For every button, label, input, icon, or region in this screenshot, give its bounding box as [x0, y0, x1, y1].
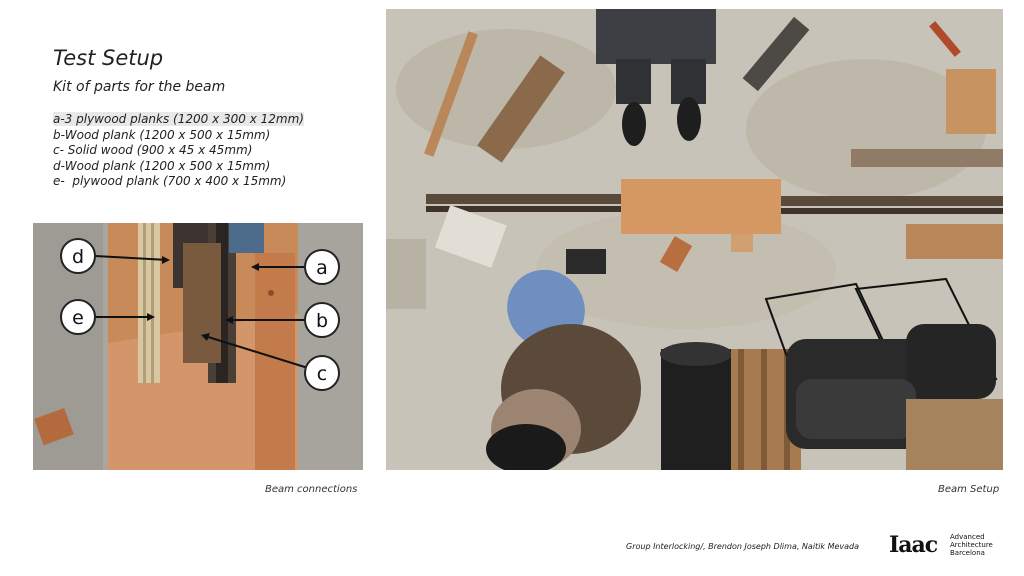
logo-mark: Iaac [889, 532, 938, 558]
part-item-d: d-Wood plank (1200 x 500 x 15mm) [53, 158, 271, 173]
svg-text:a: a [316, 257, 328, 279]
svg-text:c: c [316, 363, 328, 385]
part-item-c: c- Solid wood (900 x 45 x 45mm) [53, 143, 253, 157]
beam-connections-image [33, 223, 363, 470]
beam-setup-photo [386, 9, 1003, 470]
beam-setup-image [386, 9, 1003, 470]
page-title: Test Setup [53, 46, 164, 70]
iaac-logo [889, 532, 993, 558]
svg-text:d: d [71, 246, 85, 268]
part-item-e: e- plywood plank (700 x 400 x 15mm) [53, 174, 287, 188]
part-item-a: a-3 plywood planks (1200 x 300 x 12mm) [53, 112, 304, 126]
beam-connections-photo [33, 223, 363, 470]
svg-text:e: e [72, 307, 84, 329]
parts-list [53, 112, 304, 190]
part-item-b: b-Wood plank (1200 x 500 x 15mm) [53, 127, 271, 142]
svg-text:b: b [315, 310, 329, 332]
logo-text: Advanced Architecture Barcelona [950, 533, 993, 557]
beam-connections-caption: Beam connections [265, 484, 358, 495]
page-subtitle: Kit of parts for the beam [53, 79, 226, 95]
beam-setup-caption: Beam Setup [938, 484, 1000, 495]
credits-text: Group Interlocking/, Brendon Joseph Dlima, Naitik Mevada [626, 542, 860, 551]
